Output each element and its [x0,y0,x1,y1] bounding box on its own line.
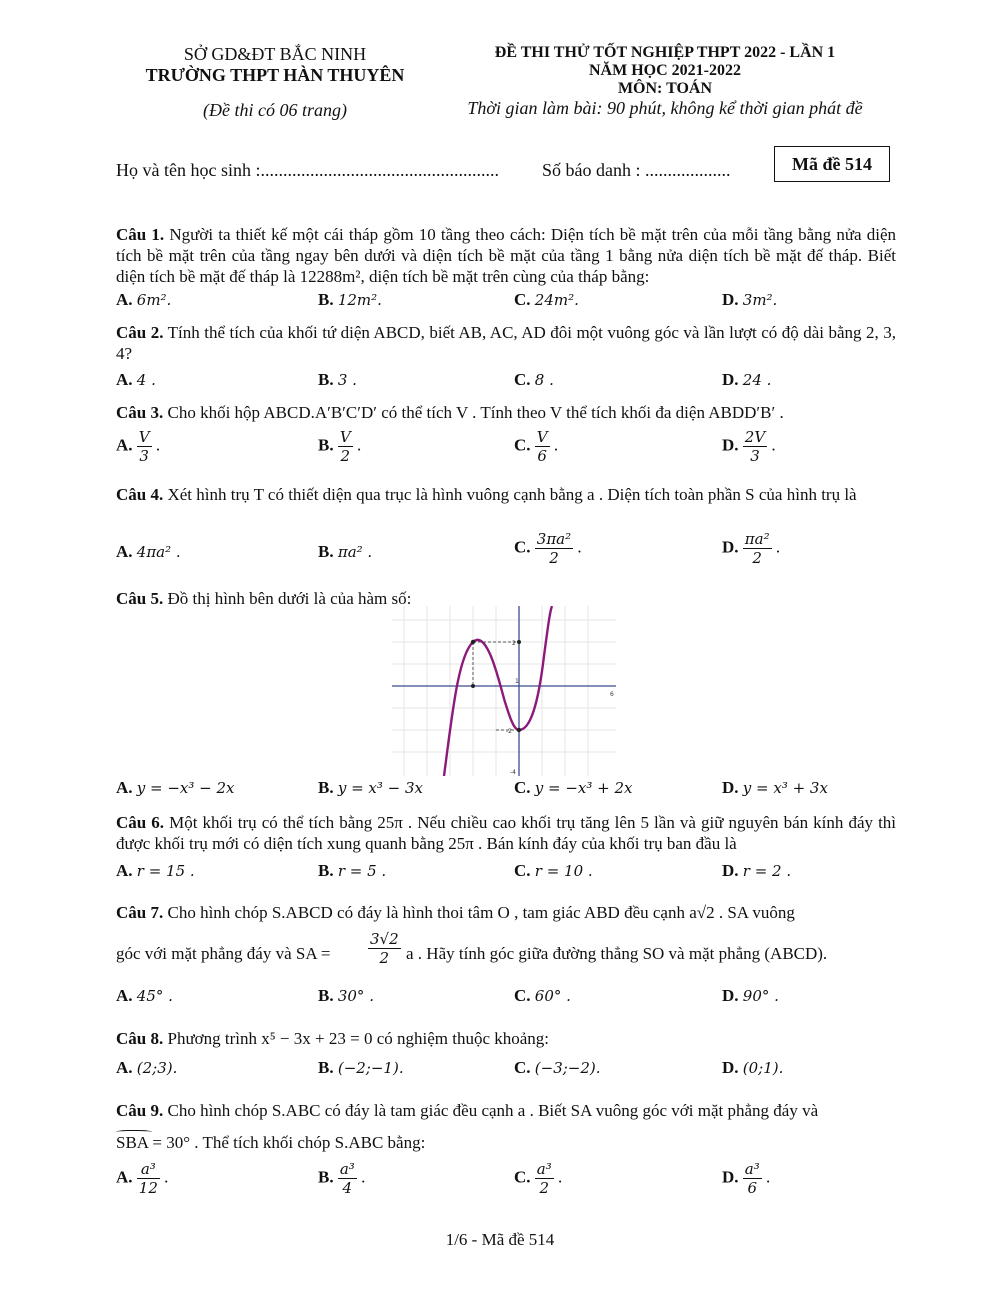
question-7-line2: góc với mặt phẳng đáy và SA = $\frac{3√2}{2}$ a . Hãy tính góc giữa đường thẳng SO và mặt phẳng (ABCD). [116,930,828,967]
question-text: Người ta thiết kế một cái tháp gồm 10 tầng theo cách: Diện tích bề mặt trên của mỗi tầng bằng nửa diện tích bề mặt trên của tầng ngay bên dưới và diện tích bề mặt của tầng 1 bằng nửa diện tích bề mặt đế tháp. Biết diện tích bề mặt đế tháp là 12288m², diện tích bề mặt trên cùng của tháp bằng: [116,225,897,286]
question-8 [116,1028,896,1049]
question-label: Câu 3. [116,403,164,422]
option-d[interactable]: $\frac{\text{a³}}{6}$ [744,1160,760,1197]
exam-code-box: Mã đề 514 [774,146,890,182]
option-d[interactable]: 24 . [742,371,772,389]
option-d[interactable]: $\frac{\text{πa²}}{2}$ [744,530,770,567]
question-label: Câu 8. [116,1029,164,1048]
option-b[interactable]: 12m². [337,291,382,309]
question-label: Câu 6. [116,813,165,832]
option-b[interactable]: 30° . [337,987,374,1005]
student-id-line: Số báo danh : ................... [542,160,731,180]
options-q9: A. $\frac{\text{a³}}{12}$ . B. $\frac{\text{a³}}{4}$ . C. $\frac{\text{a³}}{2}$ . D. $\frac{\text{a³}}{6}$ . [116,1160,771,1197]
option-c[interactable]: r = 10 . [534,862,593,880]
sa-fraction: $\frac{3√2}{2}$ [370,930,399,967]
tick-x-1: 1 [515,678,519,685]
option-a[interactable]: 4πa² . [136,543,181,561]
question-text: Đồ thị hình bên dưới là của hàm số: [167,589,412,608]
question-text: Xét hình trụ T có thiết diện qua trục là hình vuông cạnh bằng a . Diện tích toàn phần S của hình trụ là [167,485,857,504]
question-2 [116,322,896,364]
option-c[interactable]: (−3;−2). [534,1059,601,1077]
question-label: Câu 7. [116,903,164,922]
tick-y-minus-4: -4 [510,769,516,776]
option-d[interactable]: y = x³ + 3x [742,779,828,797]
options-q3: A. $\frac{V}{3}$ . B. $\frac{V}{2}$ . C. $\frac{V}{6}$ . D. $\frac{2V}{3}$ . [116,428,776,465]
option-c[interactable]: $\frac{V}{6}$ [536,428,548,465]
option-a[interactable]: y = −x³ − 2x [136,779,235,797]
question-text: Cho hình chóp S.ABC có đáy là tam giác đều cạnh a . Biết SA vuông góc với mặt phẳng đáy và [167,1101,819,1120]
option-a[interactable]: (2;3). [136,1059,178,1077]
option-c[interactable]: 8 . [534,371,554,389]
question-3 [116,402,896,423]
question-label: Câu 5. [116,589,164,608]
option-a[interactable]: r = 15 . [136,862,195,880]
exam-title: ĐỀ THI THỬ TỐT NGHIỆP THPT 2022 - LẦN 1 [494,44,836,61]
option-a[interactable]: $\frac{V}{3}$ [138,428,150,465]
local-max-point [471,640,475,644]
question-label: Câu 2. [116,323,164,342]
school-name: TRƯỜNG THPT HÀN THUYÊN [145,65,405,85]
question-text: Một khối trụ có thể tích bằng 25π . Nếu chiều cao khối trụ tăng lên 5 lần và giữ nguyên bán kính đáy thì được khối trụ mới có diện tích xung quanh bằng 25π . Bán kính đáy của khối trụ ban đầu là [116,813,897,853]
question-label: Câu 1. [116,225,165,244]
question-text: Cho khối hộp ABCD.A′B′C′D′ có thể tích V . Tính theo V thể tích khối đa diện ABDD′B′ . [167,403,784,422]
department-name: SỞ GD&ĐT BẮC NINH [183,44,367,64]
subject: MÔN: TOÁN [617,80,713,97]
option-a[interactable]: $\frac{\text{a³}}{12}$ [138,1160,158,1197]
question-9-line2: SBA = 30° . Thể tích khối chóp S.ABC bằng: [116,1132,896,1153]
option-b[interactable]: $\frac{\text{a³}}{4}$ [339,1160,355,1197]
tick-x-6: 6 [610,691,614,698]
graph-grid [392,606,616,776]
tick-y-minus-2: -2 [506,728,512,735]
tick-y-2: 2 [512,640,516,647]
question-6 [116,812,896,854]
option-b[interactable]: πa² . [337,543,373,561]
option-c[interactable]: $\frac{\text{3πa²}}{2}$ [536,530,572,567]
option-d[interactable]: r = 2 . [742,862,792,880]
option-c[interactable]: $\frac{\text{a³}}{2}$ [536,1160,552,1197]
question-text: Cho hình chóp S.ABCD có đáy là hình thoi tâm O , tam giác ABD đều cạnh a√2 . SA vuông [167,903,795,922]
option-d[interactable]: $\frac{2V}{3}$ [744,428,766,465]
option-b[interactable]: (−2;−1). [337,1059,404,1077]
option-c[interactable]: y = −x³ + 2x [534,779,633,797]
option-a[interactable]: 45° . [136,987,173,1005]
time-note: Thời gian làm bài: 90 phút, không kể thời gian phát đề [467,98,863,118]
function-graph [392,606,616,776]
option-d[interactable]: 90° . [742,987,779,1005]
option-b[interactable]: y = x³ − 3x [337,779,424,797]
page-footer: 1/6 - Mã đề 514 [445,1230,555,1249]
option-c[interactable]: 24m². [534,291,579,309]
question-9 [116,1100,896,1121]
option-d[interactable]: (0;1). [742,1059,784,1077]
question-7 [116,902,896,923]
angle-arc [116,1130,152,1135]
question-1 [116,224,896,287]
option-a[interactable]: 6m². [136,291,172,309]
question-label: Câu 4. [116,485,164,504]
option-c[interactable]: 60° . [534,987,571,1005]
question-text: Tính thể tích của khối tứ diện ABCD, biết AB, AC, AD đôi một vuông góc và lần lượt có độ dài bằng 2, 3, 4? [116,323,896,363]
question-text: Phương trình x⁵ − 3x + 23 = 0 có nghiệm thuộc khoảng: [167,1029,550,1048]
page-count-note: (Đề thi có 06 trang) [203,100,347,120]
option-b[interactable]: r = 5 . [337,862,387,880]
cubic-curve [444,606,552,776]
options-q4: A. 4πa² . B. πa² . C. $\frac{\text{3πa²}}{2}$ . D. $\frac{\text{πa²}}{2}$ . [116,530,781,567]
student-name-line: Họ và tên học sinh :..................................................... [116,160,499,180]
local-min-point [517,728,521,732]
option-d[interactable]: 3m². [742,291,778,309]
school-year: NĂM HỌC 2021-2022 [589,62,741,79]
question-4 [116,484,896,505]
option-b[interactable]: $\frac{V}{2}$ [339,428,351,465]
option-b[interactable]: 3 . [337,371,357,389]
option-a[interactable]: 4 . [136,371,156,389]
question-label: Câu 9. [116,1101,164,1120]
